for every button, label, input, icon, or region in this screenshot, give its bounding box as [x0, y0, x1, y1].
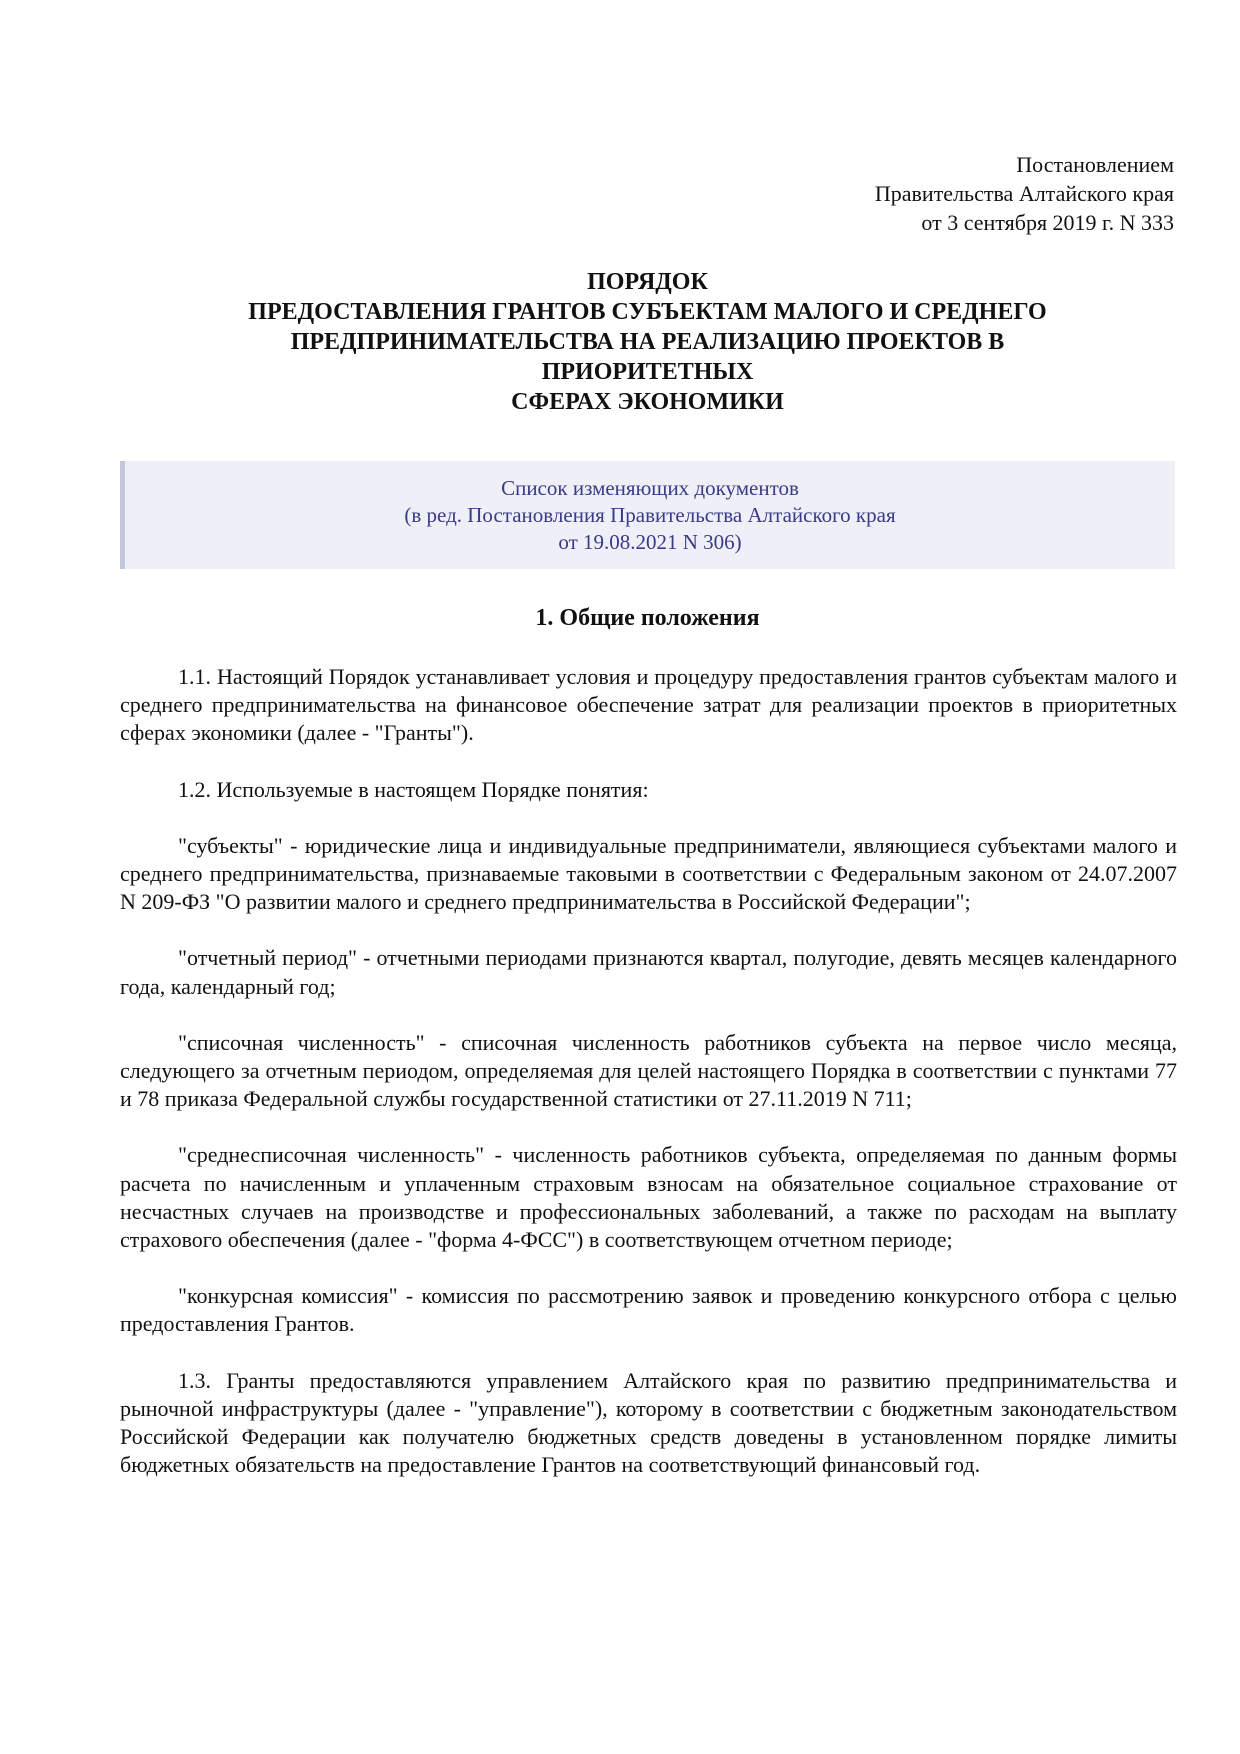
title-line-2: ПРЕДОСТАВЛЕНИЯ ГРАНТОВ СУБЪЕКТАМ МАЛОГО И СРЕДНЕГО: [248, 299, 1047, 325]
approval-line-1: Постановлением: [1016, 152, 1174, 177]
document-title: [120, 267, 1175, 417]
amendments-line-1: Список изменяющих документов: [501, 476, 799, 500]
definition-reporting-period: "отчетный период" - отчетными периодами признаются квартал, полугодие, девять месяцев календарного года, календарный год;: [120, 945, 1177, 999]
section-heading: 1. Общие положения: [535, 605, 760, 631]
definition-average-headcount: "среднесписочная численность" - численность работников субъекта, определяемая по данным формы расчета по начисленным и уплаченным страховым взносам на обязательное социальное страхование от несчастных случаев на производстве и профессиональных заболеваний, а также по расходам на выплату страхового обеспечения (далее - "форма 4-ФСС") в соответствующем отчетном периоде;: [120, 1142, 1177, 1253]
amendments-box: [120, 461, 1175, 569]
paragraph-1-3: 1.3. Гранты предоставляются управлением Алтайского края по развитию предпринимательства и рыночной инфраструктуры (далее - "управление"), которому в соответствии с бюджетным законодательством Российской Федерации как получателю бюджетных средств доведены в установленном порядке лимиты бюджетных обязательств на предоставление Грантов на соответствующий финансовый год.: [120, 1367, 1177, 1478]
approval-header: [875, 150, 1174, 237]
section-body: [120, 663, 1177, 1479]
title-line-4: ПРИОРИТЕТНЫХ: [541, 359, 754, 385]
amendments-line-2: (в ред. Постановления Правительства Алтайского края: [404, 503, 896, 527]
approval-line-2: Правительства Алтайского края: [874, 181, 1174, 206]
definition-headcount: "списочная численность" - списочная численность работников субъекта на первое число месяца, следующего за отчетным периодом, определяемая для целей настоящего Порядка в соответствии с пунктами 77 и 78 приказа Федеральной службы государственной статистики от 27.11.2019 N 711;: [120, 1029, 1177, 1112]
definition-commission: "конкурсная комиссия" - комиссия по рассмотрению заявок и проведению конкурсного отбора с целью предоставления Грантов.: [120, 1283, 1177, 1337]
amendments-line-3: от 19.08.2021 N 306): [558, 530, 742, 554]
definition-subjects: "субъекты" - юридические лица и индивидуальные предприниматели, являющиеся субъектами малого и среднего предпринимательства, признаваемые таковыми в соответствии с Федеральным законом от 24.07.2007 N 209-ФЗ "О развитии малого и среднего предпринимательства в Российской Федерации";: [120, 832, 1177, 915]
paragraph-1-2: 1.2. Используемые в настоящем Порядке понятия:: [178, 776, 649, 802]
title-line-3: ПРЕДПРИНИМАТЕЛЬСТВА НА РЕАЛИЗАЦИЮ ПРОЕКТОВ В: [290, 329, 1005, 355]
approval-line-3: от 3 сентября 2019 г. N 333: [921, 210, 1174, 235]
amendments-text: [125, 475, 1175, 556]
title-line-5: СФЕРАХ ЭКОНОМИКИ: [511, 389, 784, 415]
title-line-1: ПОРЯДОК: [587, 269, 708, 295]
paragraph-1-1: 1.1. Настоящий Порядок устанавливает условия и процедуру предоставления грантов субъектам малого и среднего предпринимательства на финансовое обеспечение затрат для реализации проектов в приоритетных сферах экономики (далее - "Гранты").: [120, 664, 1177, 746]
